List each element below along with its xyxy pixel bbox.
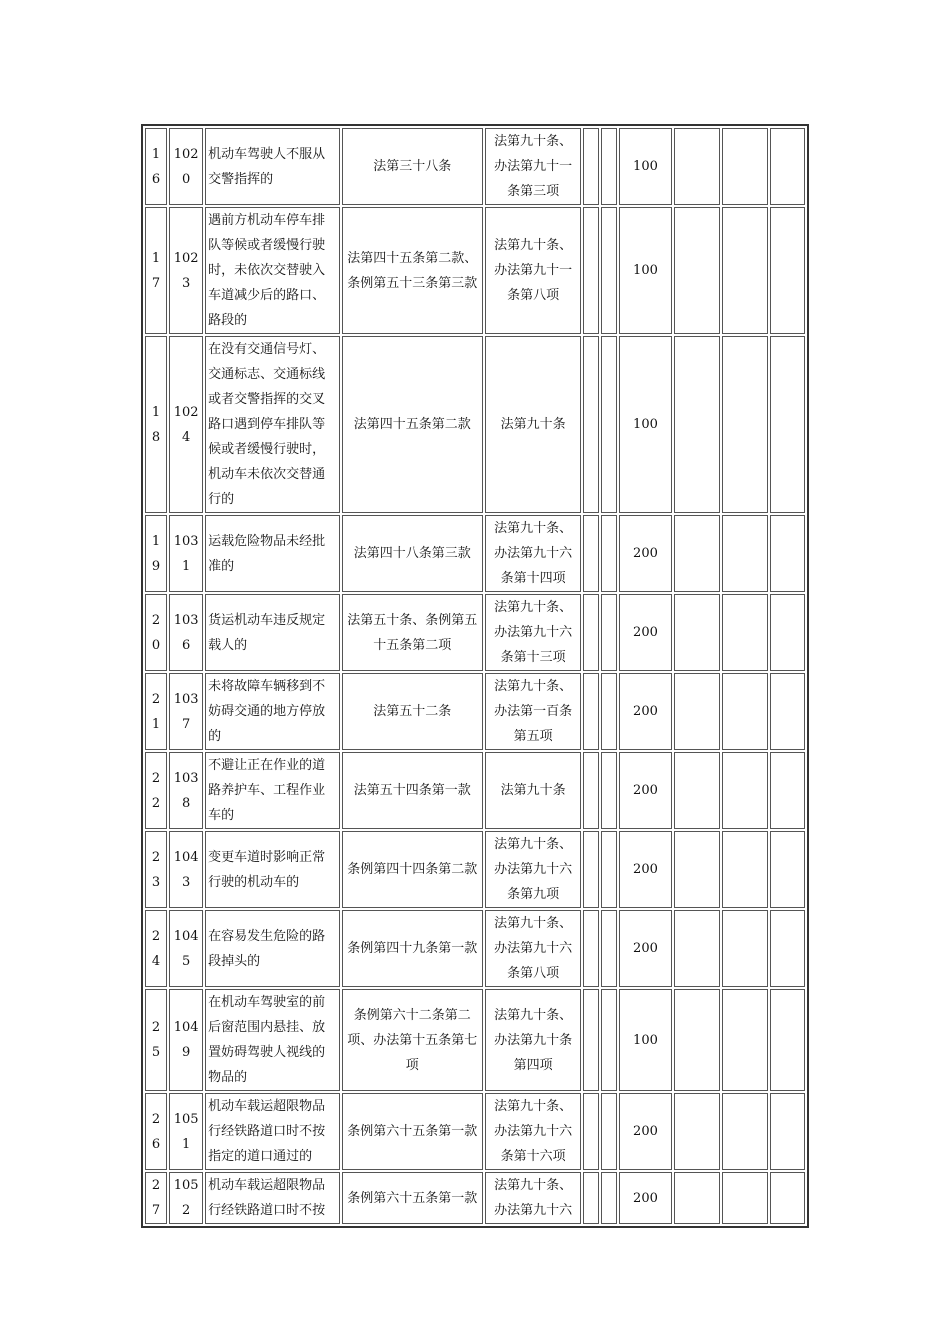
violation-description: 运载危险物品未经批准的: [205, 515, 339, 592]
legal-basis: 条例第六十五条第一款: [342, 1093, 483, 1170]
empty-cell: [722, 515, 768, 592]
empty-cell: [601, 336, 617, 513]
empty-cell: [601, 910, 617, 987]
empty-cell: [601, 1172, 617, 1224]
fine-amount: 200: [619, 752, 671, 829]
legal-basis: 法第四十五条第二款、条例第五十三条第三款: [342, 207, 483, 334]
empty-cell: [583, 515, 599, 592]
table-row: [145, 673, 805, 750]
violation-description: 未将故障车辆移到不妨碍交通的地方停放的: [205, 673, 339, 750]
table-body: [145, 128, 805, 1224]
table-row: [145, 515, 805, 592]
fine-amount: 100: [619, 336, 671, 513]
empty-cell: [583, 207, 599, 334]
empty-cell: [770, 1172, 805, 1224]
empty-cell: [770, 831, 805, 908]
empty-cell: [601, 1093, 617, 1170]
violation-code: 1036: [169, 594, 203, 671]
row-index: 20: [145, 594, 167, 671]
fine-amount: 100: [619, 207, 671, 334]
empty-cell: [722, 128, 768, 205]
row-index: 26: [145, 1093, 167, 1170]
row-index: 27: [145, 1172, 167, 1224]
empty-cell: [583, 1172, 599, 1224]
table-row: [145, 831, 805, 908]
table-row: [145, 1172, 805, 1224]
empty-cell: [770, 1093, 805, 1170]
empty-cell: [770, 128, 805, 205]
empty-cell: [722, 336, 768, 513]
violation-code: 1043: [169, 831, 203, 908]
empty-cell: [601, 594, 617, 671]
empty-cell: [770, 910, 805, 987]
violation-code: 1049: [169, 989, 203, 1091]
penalty-basis: 法第九十条、办法第九十一条第三项: [485, 128, 581, 205]
penalty-basis: 法第九十条、办法第九十条第四项: [485, 989, 581, 1091]
empty-cell: [674, 752, 720, 829]
empty-cell: [770, 594, 805, 671]
empty-cell: [583, 910, 599, 987]
empty-cell: [583, 336, 599, 513]
row-index: 21: [145, 673, 167, 750]
row-index: 18: [145, 336, 167, 513]
violation-code: 1051: [169, 1093, 203, 1170]
legal-basis: 条例第六十五条第一款: [342, 1172, 483, 1224]
empty-cell: [722, 831, 768, 908]
empty-cell: [770, 515, 805, 592]
fine-amount: 100: [619, 128, 671, 205]
fine-amount: 200: [619, 1172, 671, 1224]
empty-cell: [583, 594, 599, 671]
penalty-basis: 法第九十条、办法第九十六条第十四项: [485, 515, 581, 592]
penalty-basis: 法第九十条: [485, 752, 581, 829]
legal-basis: 法第五十条、条例第五十五条第二项: [342, 594, 483, 671]
empty-cell: [674, 831, 720, 908]
row-index: 17: [145, 207, 167, 334]
empty-cell: [722, 207, 768, 334]
empty-cell: [770, 989, 805, 1091]
empty-cell: [601, 128, 617, 205]
violation-code: 1020: [169, 128, 203, 205]
violation-code: 1037: [169, 673, 203, 750]
violation-code: 1031: [169, 515, 203, 592]
empty-cell: [674, 989, 720, 1091]
violation-description: 在容易发生危险的路段掉头的: [205, 910, 339, 987]
row-index: 25: [145, 989, 167, 1091]
fine-amount: 200: [619, 673, 671, 750]
empty-cell: [722, 1093, 768, 1170]
empty-cell: [583, 128, 599, 205]
legal-basis: 条例第四十九条第一款: [342, 910, 483, 987]
empty-cell: [674, 594, 720, 671]
fine-amount: 200: [619, 594, 671, 671]
row-index: 19: [145, 515, 167, 592]
violation-code: 1052: [169, 1172, 203, 1224]
empty-cell: [601, 989, 617, 1091]
penalty-basis: 法第九十条: [485, 336, 581, 513]
empty-cell: [770, 752, 805, 829]
empty-cell: [583, 673, 599, 750]
table-row: [145, 128, 805, 205]
empty-cell: [601, 831, 617, 908]
empty-cell: [722, 594, 768, 671]
violation-code: 1024: [169, 336, 203, 513]
empty-cell: [722, 1172, 768, 1224]
legal-basis: 法第四十八条第三款: [342, 515, 483, 592]
penalty-basis: 法第九十条、办法第九十六条第十三项: [485, 594, 581, 671]
empty-cell: [583, 989, 599, 1091]
empty-cell: [674, 207, 720, 334]
violation-description: 货运机动车违反规定载人的: [205, 594, 339, 671]
legal-basis: 法第四十五条第二款: [342, 336, 483, 513]
table-row: [145, 1093, 805, 1170]
violation-code: 1038: [169, 752, 203, 829]
fine-amount: 100: [619, 989, 671, 1091]
row-index: 16: [145, 128, 167, 205]
empty-cell: [674, 910, 720, 987]
empty-cell: [674, 673, 720, 750]
fine-amount: 200: [619, 910, 671, 987]
fine-amount: 200: [619, 1093, 671, 1170]
penalty-basis: 法第九十条、办法第九十六: [485, 1172, 581, 1224]
row-index: 22: [145, 752, 167, 829]
violation-description: 遇前方机动车停车排队等候或者缓慢行驶时，未依次交替驶入车道减少后的路口、路段的: [205, 207, 339, 334]
empty-cell: [674, 128, 720, 205]
empty-cell: [583, 831, 599, 908]
row-index: 23: [145, 831, 167, 908]
penalty-basis: 法第九十条、办法第九十六条第十六项: [485, 1093, 581, 1170]
empty-cell: [722, 910, 768, 987]
violation-code: 1045: [169, 910, 203, 987]
empty-cell: [674, 1172, 720, 1224]
table-row: [145, 910, 805, 987]
violation-description: 变更车道时影响正常行驶的机动车的: [205, 831, 339, 908]
empty-cell: [674, 1093, 720, 1170]
table-row: [145, 336, 805, 513]
empty-cell: [770, 673, 805, 750]
violation-code: 1023: [169, 207, 203, 334]
row-index: 24: [145, 910, 167, 987]
empty-cell: [722, 752, 768, 829]
penalty-basis: 法第九十条、办法第九十六条第八项: [485, 910, 581, 987]
fine-amount: 200: [619, 831, 671, 908]
table-row: [145, 207, 805, 334]
violation-description: 不避让正在作业的道路养护车、工程作业车的: [205, 752, 339, 829]
table-row: [145, 989, 805, 1091]
empty-cell: [601, 673, 617, 750]
legal-basis: 条例第六十二条第二项、办法第十五条第七项: [342, 989, 483, 1091]
empty-cell: [583, 1093, 599, 1170]
legal-basis: 法第三十八条: [342, 128, 483, 205]
penalty-basis: 法第九十条、办法第九十一条第八项: [485, 207, 581, 334]
empty-cell: [601, 752, 617, 829]
legal-basis: 条例第四十四条第二款: [342, 831, 483, 908]
table-row: [145, 594, 805, 671]
violation-description: 在没有交通信号灯、交通标志、交通标线或者交警指挥的交叉路口遇到停车排队等候或者缓慢行驶时，机动车未依次交替通行的: [205, 336, 339, 513]
violation-description: 机动车驾驶人不服从交警指挥的: [205, 128, 339, 205]
penalty-basis: 法第九十条、办法第九十六条第九项: [485, 831, 581, 908]
legal-basis: 法第五十二条: [342, 673, 483, 750]
violation-description: 机动车载运超限物品行经铁路道口时不按指定的道口通过的: [205, 1093, 339, 1170]
empty-cell: [601, 207, 617, 334]
table-row: [145, 752, 805, 829]
violation-description: 机动车载运超限物品行经铁路道口时不按: [205, 1172, 339, 1224]
legal-basis: 法第五十四条第一款: [342, 752, 483, 829]
empty-cell: [722, 673, 768, 750]
empty-cell: [583, 752, 599, 829]
violations-table: [141, 124, 809, 1228]
fine-amount: 200: [619, 515, 671, 592]
empty-cell: [770, 207, 805, 334]
empty-cell: [722, 989, 768, 1091]
empty-cell: [601, 515, 617, 592]
empty-cell: [674, 336, 720, 513]
violation-description: 在机动车驾驶室的前后窗范围内悬挂、放置妨碍驾驶人视线的物品的: [205, 989, 339, 1091]
penalty-basis: 法第九十条、办法第一百条第五项: [485, 673, 581, 750]
empty-cell: [674, 515, 720, 592]
empty-cell: [770, 336, 805, 513]
